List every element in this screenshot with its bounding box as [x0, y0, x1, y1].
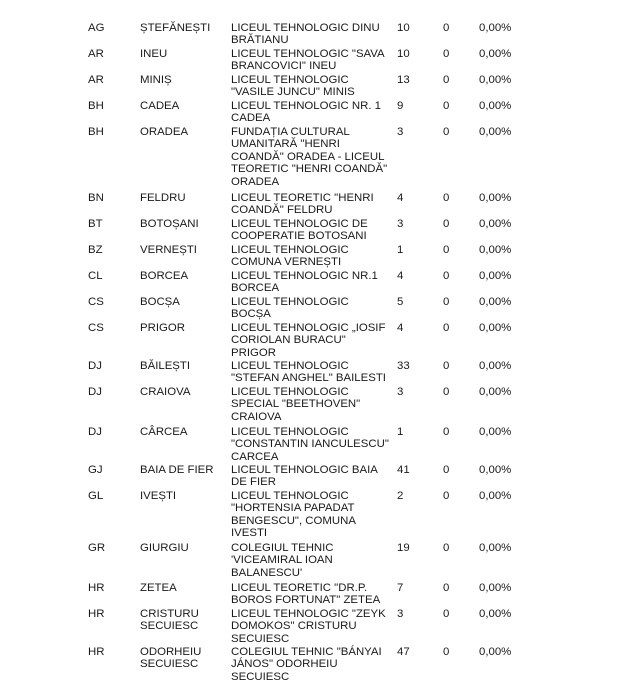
count-cell: 3: [397, 386, 404, 398]
county-cell: BZ: [88, 244, 103, 256]
school-cell: LICEUL TEHNOLOGIC NR. 1 CADEA: [231, 100, 382, 125]
county-cell: DJ: [88, 426, 102, 438]
city-cell: ZETEA: [140, 582, 177, 594]
county-cell: BH: [88, 100, 104, 112]
zero-cell: 0: [443, 582, 450, 594]
zero-cell: 0: [443, 608, 450, 620]
school-cell: LICEUL TEORETIC "HENRI COANDĂ" FELDRU: [231, 192, 374, 217]
school-cell: LICEUL TEHNOLOGIC NR.1 BORCEA: [231, 270, 378, 295]
percent-cell: 0,00%: [479, 322, 512, 334]
zero-cell: 0: [443, 426, 450, 438]
percent-cell: 0,00%: [479, 464, 512, 476]
percent-cell: 0,00%: [479, 244, 512, 256]
zero-cell: 0: [443, 542, 450, 554]
zero-cell: 0: [443, 218, 450, 230]
city-cell: CADEA: [140, 100, 180, 112]
count-cell: 33: [397, 360, 410, 372]
percent-cell: 0,00%: [479, 426, 512, 438]
city-cell: ȘTEFĂNEȘTI: [140, 22, 211, 34]
city-cell: MINIȘ: [140, 74, 172, 86]
county-cell: AG: [88, 22, 105, 34]
zero-cell: 0: [443, 646, 450, 658]
zero-cell: 0: [443, 244, 450, 256]
school-cell: LICEUL TEHNOLOGIC DE COOPERATIE BOTOSANI: [231, 218, 368, 243]
zero-cell: 0: [443, 270, 450, 282]
county-cell: CS: [88, 296, 104, 308]
zero-cell: 0: [443, 464, 450, 476]
county-cell: AR: [88, 48, 104, 60]
zero-cell: 0: [443, 22, 450, 34]
zero-cell: 0: [443, 192, 450, 204]
zero-cell: 0: [443, 126, 450, 138]
city-cell: BORCEA: [140, 270, 189, 282]
school-cell: LICEUL TEHNOLOGIC SPECIAL "BEETHOVEN" CRAIOVA: [231, 386, 361, 423]
percent-cell: 0,00%: [479, 218, 512, 230]
county-cell: CS: [88, 322, 104, 334]
county-cell: BT: [88, 218, 103, 230]
zero-cell: 0: [443, 360, 450, 372]
count-cell: 10: [397, 48, 410, 60]
count-cell: 4: [397, 322, 404, 334]
count-cell: 13: [397, 74, 410, 86]
count-cell: 9: [397, 100, 404, 112]
count-cell: 4: [397, 192, 404, 204]
school-cell: LICEUL TEHNOLOGIC „IOSIF CORIOLAN BURACU" PRIGOR: [231, 322, 386, 359]
county-cell: DJ: [88, 360, 102, 372]
zero-cell: 0: [443, 74, 450, 86]
percent-cell: 0,00%: [479, 100, 512, 112]
city-cell: BOTOȘANI: [140, 218, 199, 230]
county-cell: DJ: [88, 386, 102, 398]
city-cell: ORADEA: [140, 126, 189, 138]
zero-cell: 0: [443, 386, 450, 398]
percent-cell: 0,00%: [479, 192, 512, 204]
percent-cell: 0,00%: [479, 582, 512, 594]
city-cell: BAIA DE FIER: [140, 464, 214, 476]
county-cell: CL: [88, 270, 103, 282]
count-cell: 7: [397, 582, 404, 594]
school-cell: COLEGIUL TEHNIC 'VICEAMIRAL IOAN BALANESCU': [231, 542, 334, 579]
zero-cell: 0: [443, 490, 450, 502]
school-cell: LICEUL TEHNOLOGIC "ZEYK DOMOKOS" CRISTURU SECUIESC: [231, 608, 386, 645]
count-cell: 41: [397, 464, 410, 476]
city-cell: BĂILEȘTI: [140, 360, 191, 372]
school-cell: LICEUL TEORETIC "DR.P. BOROS FORTUNAT" ZETEA: [231, 582, 381, 607]
county-cell: BN: [88, 192, 104, 204]
school-cell: LICEUL TEHNOLOGIC "CONSTANTIN IANCULESCU" CARCEA: [231, 426, 389, 463]
count-cell: 5: [397, 296, 404, 308]
school-cell: LICEUL TEHNOLOGIC "SAVA BRANCOVICI" INEU: [231, 48, 385, 73]
percent-cell: 0,00%: [479, 74, 512, 86]
school-cell: LICEUL TEHNOLOGIC "VASILE JUNCU" MINIS: [231, 74, 355, 99]
zero-cell: 0: [443, 48, 450, 60]
school-cell: COLEGIUL TEHNIC "BÁNYAI JÁNOS" ODORHEIU SECUIESC: [231, 646, 382, 683]
percent-cell: 0,00%: [479, 386, 512, 398]
zero-cell: 0: [443, 100, 450, 112]
county-cell: HR: [88, 646, 105, 658]
city-cell: PRIGOR: [140, 322, 185, 334]
school-cell: LICEUL TEHNOLOGIC "STEFAN ANGHEL" BAILESTI: [231, 360, 386, 385]
count-cell: 19: [397, 542, 410, 554]
zero-cell: 0: [443, 296, 450, 308]
count-cell: 3: [397, 608, 404, 620]
school-cell: LICEUL TEHNOLOGIC BAIA DE FIER: [231, 464, 378, 489]
percent-cell: 0,00%: [479, 646, 512, 658]
school-cell: LICEUL TEHNOLOGIC COMUNA VERNEȘTI: [231, 244, 349, 269]
county-cell: GL: [88, 490, 104, 502]
school-cell: FUNDAȚIA CULTURAL UMANITARĂ "HENRI COANDĂ" ORADEA - LICEUL TEORETIC "HENRI COANDĂ" ORADEA: [231, 126, 388, 188]
city-cell: INEU: [140, 48, 168, 60]
percent-cell: 0,00%: [479, 608, 512, 620]
zero-cell: 0: [443, 322, 450, 334]
city-cell: ODORHEIU SECUIESC: [140, 646, 202, 671]
percent-cell: 0,00%: [479, 490, 512, 502]
county-cell: GJ: [88, 464, 103, 476]
percent-cell: 0,00%: [479, 360, 512, 372]
percent-cell: 0,00%: [479, 296, 512, 308]
city-cell: CÂRCEA: [140, 426, 188, 438]
school-cell: LICEUL TEHNOLOGIC BOCȘA: [231, 296, 349, 321]
percent-cell: 0,00%: [479, 126, 512, 138]
county-cell: HR: [88, 608, 105, 620]
count-cell: 47: [397, 646, 410, 658]
county-cell: HR: [88, 582, 105, 594]
percent-cell: 0,00%: [479, 22, 512, 34]
city-cell: CRAIOVA: [140, 386, 191, 398]
city-cell: VERNEȘTI: [140, 244, 197, 256]
count-cell: 1: [397, 244, 404, 256]
county-cell: AR: [88, 74, 104, 86]
city-cell: IVEȘTI: [140, 490, 177, 502]
count-cell: 4: [397, 270, 404, 282]
city-cell: CRISTURU SECUIESC: [140, 608, 199, 633]
county-cell: BH: [88, 126, 104, 138]
percent-cell: 0,00%: [479, 48, 512, 60]
city-cell: FELDRU: [140, 192, 186, 204]
percent-cell: 0,00%: [479, 270, 512, 282]
count-cell: 1: [397, 426, 404, 438]
school-cell: LICEUL TEHNOLOGIC DINU BRĂTIANU: [231, 22, 380, 47]
count-cell: 3: [397, 218, 404, 230]
count-cell: 3: [397, 126, 404, 138]
count-cell: 2: [397, 490, 404, 502]
school-cell: LICEUL TEHNOLOGIC "HORTENSIA PAPADAT BENGESCU", COMUNA IVESTI: [231, 490, 356, 540]
percent-cell: 0,00%: [479, 542, 512, 554]
city-cell: GIURGIU: [140, 542, 189, 554]
count-cell: 10: [397, 22, 410, 34]
county-cell: GR: [88, 542, 106, 554]
city-cell: BOCȘA: [140, 296, 180, 308]
